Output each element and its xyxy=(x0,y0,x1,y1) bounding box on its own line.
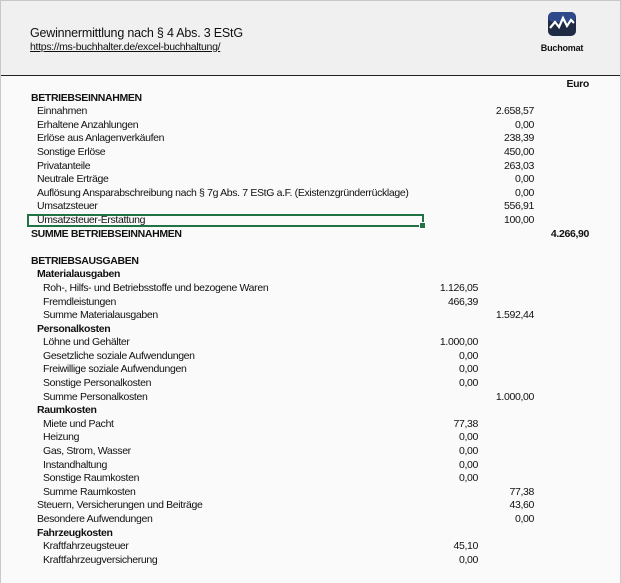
table-row[interactable] xyxy=(1,445,620,459)
logo-text: Buchomat xyxy=(540,43,584,53)
row-value-c2: 1.592,44 xyxy=(495,309,534,322)
table-row[interactable] xyxy=(1,418,620,432)
row-label: Sonstige Personalkosten xyxy=(43,377,152,390)
row-value-c2: 0,00 xyxy=(514,186,534,199)
table-row[interactable] xyxy=(1,323,620,337)
row-value-c2: 1.000,00 xyxy=(495,390,534,403)
table-row[interactable] xyxy=(1,527,620,541)
chart-line-logo-icon xyxy=(547,11,577,37)
row-label: Auflösung Ansparabschreibung nach § 7g Abs. 7 EStG a.F. (Existenzgründerrücklage) xyxy=(37,186,409,199)
row-value-c1: 0,00 xyxy=(458,553,478,566)
row-value-c2: 556,91 xyxy=(503,200,534,213)
row-value-c1: 0,00 xyxy=(458,472,478,485)
report-table xyxy=(1,78,620,567)
row-value-c1: 77,38 xyxy=(453,417,478,430)
table-row[interactable] xyxy=(1,146,620,160)
row-label: Sonstige Erlöse xyxy=(37,145,106,158)
table-row[interactable] xyxy=(1,472,620,486)
row-value-c3: Euro xyxy=(566,78,589,90)
table-row[interactable] xyxy=(1,119,620,133)
table-row[interactable] xyxy=(1,540,620,554)
row-value-c1: 1.000,00 xyxy=(439,336,478,349)
table-row[interactable] xyxy=(1,214,620,228)
row-label: Fahrzeugkosten xyxy=(37,526,113,539)
table-row[interactable] xyxy=(1,255,620,269)
table-row[interactable] xyxy=(1,350,620,364)
row-label: Privatanteile xyxy=(37,159,91,172)
row-label: Sonstige Raumkosten xyxy=(43,472,140,485)
table-row[interactable] xyxy=(1,459,620,473)
row-label: Summe Personalkosten xyxy=(43,390,148,403)
table-row[interactable] xyxy=(1,132,620,146)
row-label: Raumkosten xyxy=(37,404,97,417)
row-value-c2: 0,00 xyxy=(514,118,534,131)
table-row[interactable] xyxy=(1,513,620,527)
table-row[interactable] xyxy=(1,228,620,242)
row-value-c2: 2.658,57 xyxy=(495,105,534,118)
row-label: BETRIEBSAUSGABEN xyxy=(31,254,139,267)
table-row[interactable] xyxy=(1,241,620,255)
table-row[interactable] xyxy=(1,486,620,500)
table-row[interactable] xyxy=(1,187,620,201)
row-label: Instandhaltung xyxy=(43,458,107,471)
row-value-c1: 0,00 xyxy=(458,349,478,362)
row-label: Kraftfahrzeugversicherung xyxy=(43,553,158,566)
table-row[interactable] xyxy=(1,377,620,391)
sheet-header xyxy=(1,1,620,76)
row-value-c1: 1.126,05 xyxy=(439,281,478,294)
page-title: Gewinnermittlung nach § 4 Abs. 3 EStG xyxy=(30,26,243,40)
row-value-c1: 0,00 xyxy=(458,458,478,471)
table-row[interactable] xyxy=(1,431,620,445)
table-row[interactable] xyxy=(1,268,620,282)
row-value-c3: 4.266,90 xyxy=(550,227,589,240)
row-value-c2: 43,60 xyxy=(509,499,534,512)
table-row[interactable] xyxy=(1,391,620,405)
row-value-c2: 77,38 xyxy=(509,485,534,498)
table-row[interactable] xyxy=(1,173,620,187)
website-link[interactable]: https://ms-buchhalter.de/excel-buchhaltung/ xyxy=(30,41,221,53)
row-label: Summe Raumkosten xyxy=(43,485,136,498)
row-value-c2: 238,39 xyxy=(503,132,534,145)
row-label: Löhne und Gehälter xyxy=(43,336,130,349)
row-label: Materialausgaben xyxy=(37,268,121,281)
row-value-c1: 0,00 xyxy=(458,363,478,376)
row-value-c2: 263,03 xyxy=(503,159,534,172)
table-row[interactable] xyxy=(1,404,620,418)
row-label: Roh-, Hilfs- und Betriebsstoffe und bezogene Waren xyxy=(43,281,269,294)
table-row[interactable] xyxy=(1,200,620,214)
row-label: Besondere Aufwendungen xyxy=(37,513,153,525)
table-row[interactable] xyxy=(1,78,620,92)
row-label: SUMME BETRIEBSEINNAHMEN xyxy=(31,227,182,240)
row-label: Gesetzliche soziale Aufwendungen xyxy=(43,349,195,362)
row-label: Einnahmen xyxy=(37,105,87,118)
row-value-c2: 450,00 xyxy=(503,145,534,158)
row-label: Umsatzsteuer xyxy=(37,200,98,213)
row-label: Erlöse aus Anlagenverkäufen xyxy=(37,132,165,145)
row-label: BETRIEBSEINNAHMEN xyxy=(31,91,142,104)
row-label: Freiwillige soziale Aufwendungen xyxy=(43,363,187,376)
row-label: Fremdleistungen xyxy=(43,295,116,308)
table-row[interactable] xyxy=(1,92,620,106)
table-row[interactable] xyxy=(1,499,620,513)
row-value-c1: 0,00 xyxy=(458,445,478,458)
row-label: Erhaltene Anzahlungen xyxy=(37,118,139,131)
row-value-c1: 0,00 xyxy=(458,431,478,444)
table-row[interactable] xyxy=(1,160,620,174)
buchomat-logo xyxy=(537,11,587,51)
table-row[interactable] xyxy=(1,554,620,568)
row-label: Miete und Pacht xyxy=(43,417,114,430)
table-row[interactable] xyxy=(1,336,620,350)
row-label: Umsatzsteuer-Erstattung xyxy=(37,213,146,226)
row-label: Kraftfahrzeugsteuer xyxy=(43,540,129,553)
row-value-c1: 466,39 xyxy=(447,295,478,308)
row-label: Heizung xyxy=(43,431,80,444)
row-value-c2: 0,00 xyxy=(514,513,534,525)
row-label: Neutrale Erträge xyxy=(37,173,109,186)
row-label: Steuern, Versicherungen und Beiträge xyxy=(37,499,203,512)
row-label: Personalkosten xyxy=(37,322,111,335)
table-row[interactable] xyxy=(1,282,620,296)
row-value-c1: 45,10 xyxy=(453,540,478,553)
row-value-c1: 0,00 xyxy=(458,377,478,390)
row-value-c2: 0,00 xyxy=(514,173,534,186)
row-label: Gas, Strom, Wasser xyxy=(43,445,131,458)
row-value-c2: 100,00 xyxy=(503,213,534,226)
row-label: Summe Materialausgaben xyxy=(43,309,158,322)
table-row[interactable] xyxy=(1,309,620,323)
table-row[interactable] xyxy=(1,105,620,119)
table-row[interactable] xyxy=(1,296,620,310)
table-row[interactable] xyxy=(1,363,620,377)
